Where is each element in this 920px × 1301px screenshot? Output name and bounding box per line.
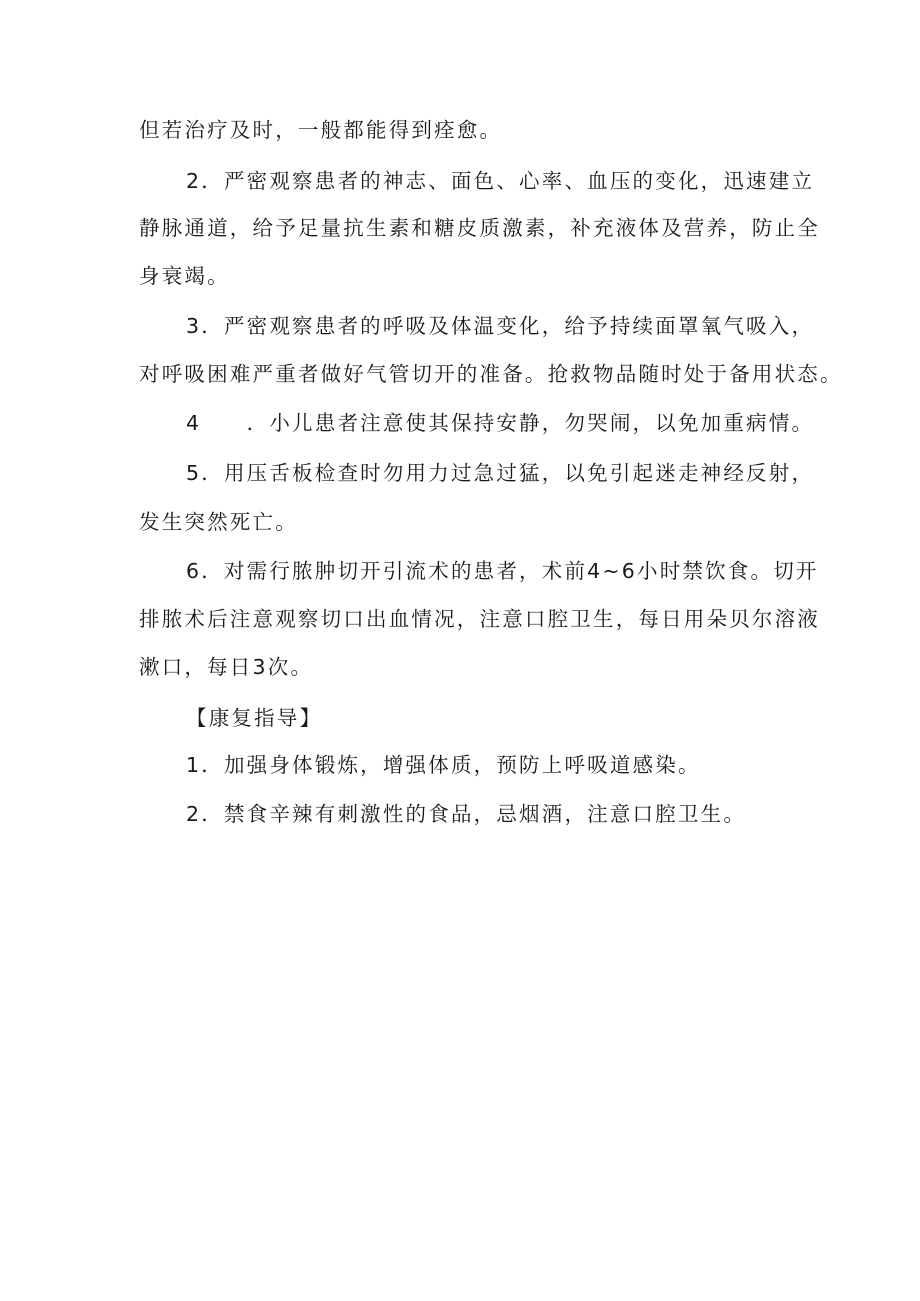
list-item-3-line-2: 对呼吸困难严重者做好气管切开的准备。抢救物品随时处于备用状态。 bbox=[139, 362, 843, 386]
list-item-5-line-2: 发生突然死亡。 bbox=[139, 510, 298, 534]
rehab-item-1: 1．加强身体锻炼，增强体质，预防上呼吸道感染。 bbox=[186, 753, 701, 777]
section-heading: 【康复指导】 bbox=[186, 706, 323, 730]
list-item-2-line-3: 身衰竭。 bbox=[139, 264, 230, 288]
list-item-6-line-3: 漱口，每日3次。 bbox=[139, 655, 314, 679]
list-item-6-line-1: 6．对需行脓肿切开引流术的患者，术前4~6小时禁饮食。切开 bbox=[186, 559, 819, 583]
list-item-2-line-2: 静脉通道，给予足量抗生素和糖皮质激素，补充液体及营养，防止全 bbox=[139, 216, 820, 240]
list-item-2-line-1: 2．严密观察患者的神志、面色、心率、血压的变化，迅速建立 bbox=[186, 169, 815, 193]
list-item-4: 4 ．小儿患者注意使其保持安静，勿哭闹，以免加重病情。 bbox=[186, 411, 815, 435]
list-item-5-line-1: 5．用压舌板检查时勿用力过急过猛，以免引起迷走神经反射， bbox=[186, 461, 815, 485]
list-item-3-line-1: 3．严密观察患者的呼吸及体温变化，给予持续面罩氧气吸入， bbox=[186, 314, 815, 338]
text-line-1: 但若治疗及时，一般都能得到痊愈。 bbox=[139, 118, 503, 142]
rehab-item-2: 2．禁食辛辣有刺激性的食品，忌烟酒，注意口腔卫生。 bbox=[186, 802, 747, 826]
list-item-6-line-2: 排脓术后注意观察切口出血情况，注意口腔卫生，每日用朵贝尔溶液 bbox=[139, 607, 820, 631]
